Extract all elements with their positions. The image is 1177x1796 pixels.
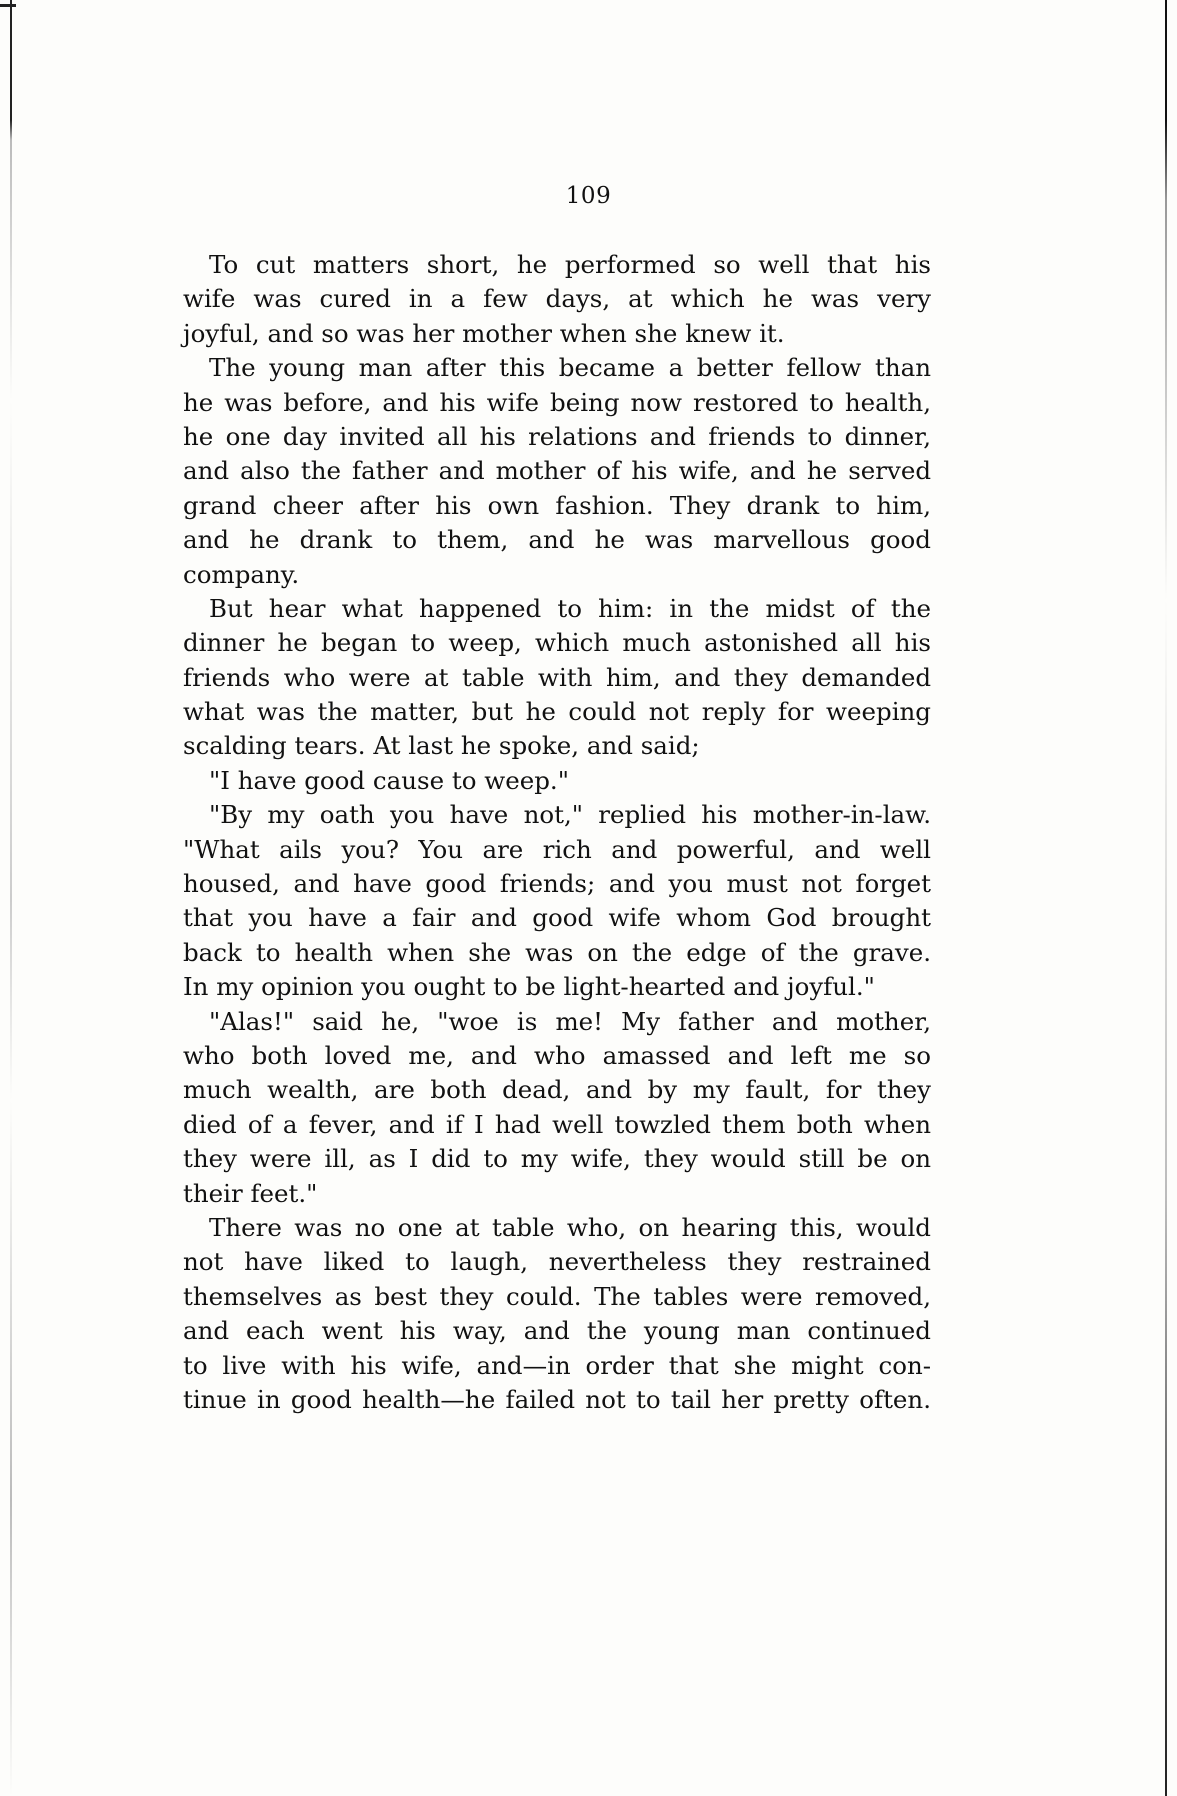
text-line: dinner he began to weep, which much astonished all his (183, 628, 931, 658)
paragraph (183, 1211, 931, 1417)
scan-edge-left (10, 0, 12, 1796)
text-line: their feet." (183, 1178, 318, 1208)
text-line: what was the matter, but he could not reply for weeping (183, 697, 931, 727)
text-line: The young man after this became a better fellow than (209, 353, 931, 383)
text-line: back to health when she was on the edge of the grave. (183, 937, 931, 967)
paragraph (183, 351, 931, 592)
text-line: But hear what happened to him: in the midst of the (209, 593, 931, 623)
text-line: friends who were at table with him, and they demanded (183, 662, 931, 692)
text-line: company. (183, 559, 300, 589)
text-line: "I have good cause to weep." (209, 765, 569, 795)
paragraph (183, 764, 931, 798)
scan-edge-mark (0, 4, 16, 7)
text-line: who both loved me, and who amassed and left me so (183, 1040, 931, 1070)
text-line: There was no one at table who, on hearing this, would (209, 1212, 931, 1242)
body-text (183, 248, 931, 1417)
text-line: and each went his way, and the young man continued (183, 1316, 931, 1346)
text-line: died of a fever, and if I had well towzled them both when (183, 1109, 931, 1139)
text-line: wife was cured in a few days, at which he was very (183, 284, 931, 314)
text-line: not have liked to laugh, nevertheless they restrained (183, 1247, 931, 1277)
text-line: themselves as best they could. The tables were removed, (183, 1281, 931, 1311)
text-line: To cut matters short, he performed so well that his (209, 250, 931, 279)
text-line: housed, and have good friends; and you must not forget (183, 869, 931, 899)
text-line: they were ill, as I did to my wife, they would still be on (183, 1144, 931, 1174)
text-line: "Alas!" said he, "woe is me! My father and mother, (209, 1006, 931, 1036)
scan-edge-right (1165, 0, 1167, 1796)
text-line: grand cheer after his own fashion. They drank to him, (183, 490, 931, 520)
paragraph (183, 248, 931, 351)
text-line: he was before, and his wife being now restored to health, (183, 387, 931, 417)
page-number: 109 (565, 183, 612, 209)
text-line: and he drank to them, and he was marvellous good (183, 525, 931, 555)
text-line: joyful, and so was her mother when she knew it. (183, 318, 785, 348)
text-line: he one day invited all his relations and friends to dinner, (183, 421, 931, 451)
text-line: tinue in good health—he failed not to tail her pretty often. (183, 1384, 931, 1414)
text-line: and also the father and mother of his wife, and he served (183, 456, 931, 486)
text-line: "What ails you? You are rich and powerful, and well (183, 834, 931, 864)
text-line: "By my oath you have not," replied his mother-in-law. (209, 800, 931, 830)
paragraph (183, 592, 931, 764)
paragraph (183, 1005, 931, 1211)
text-line: scalding tears. At last he spoke, and said; (183, 731, 700, 761)
text-line: much wealth, are both dead, and by my fault, for they (183, 1075, 931, 1105)
text-line: In my opinion you ought to be light-hearted and joyful." (183, 972, 875, 1002)
text-line: to live with his wife, and—in order that she might con- (183, 1350, 931, 1380)
text-line: that you have a fair and good wife whom God brought (183, 903, 931, 933)
paragraph (183, 798, 931, 1004)
